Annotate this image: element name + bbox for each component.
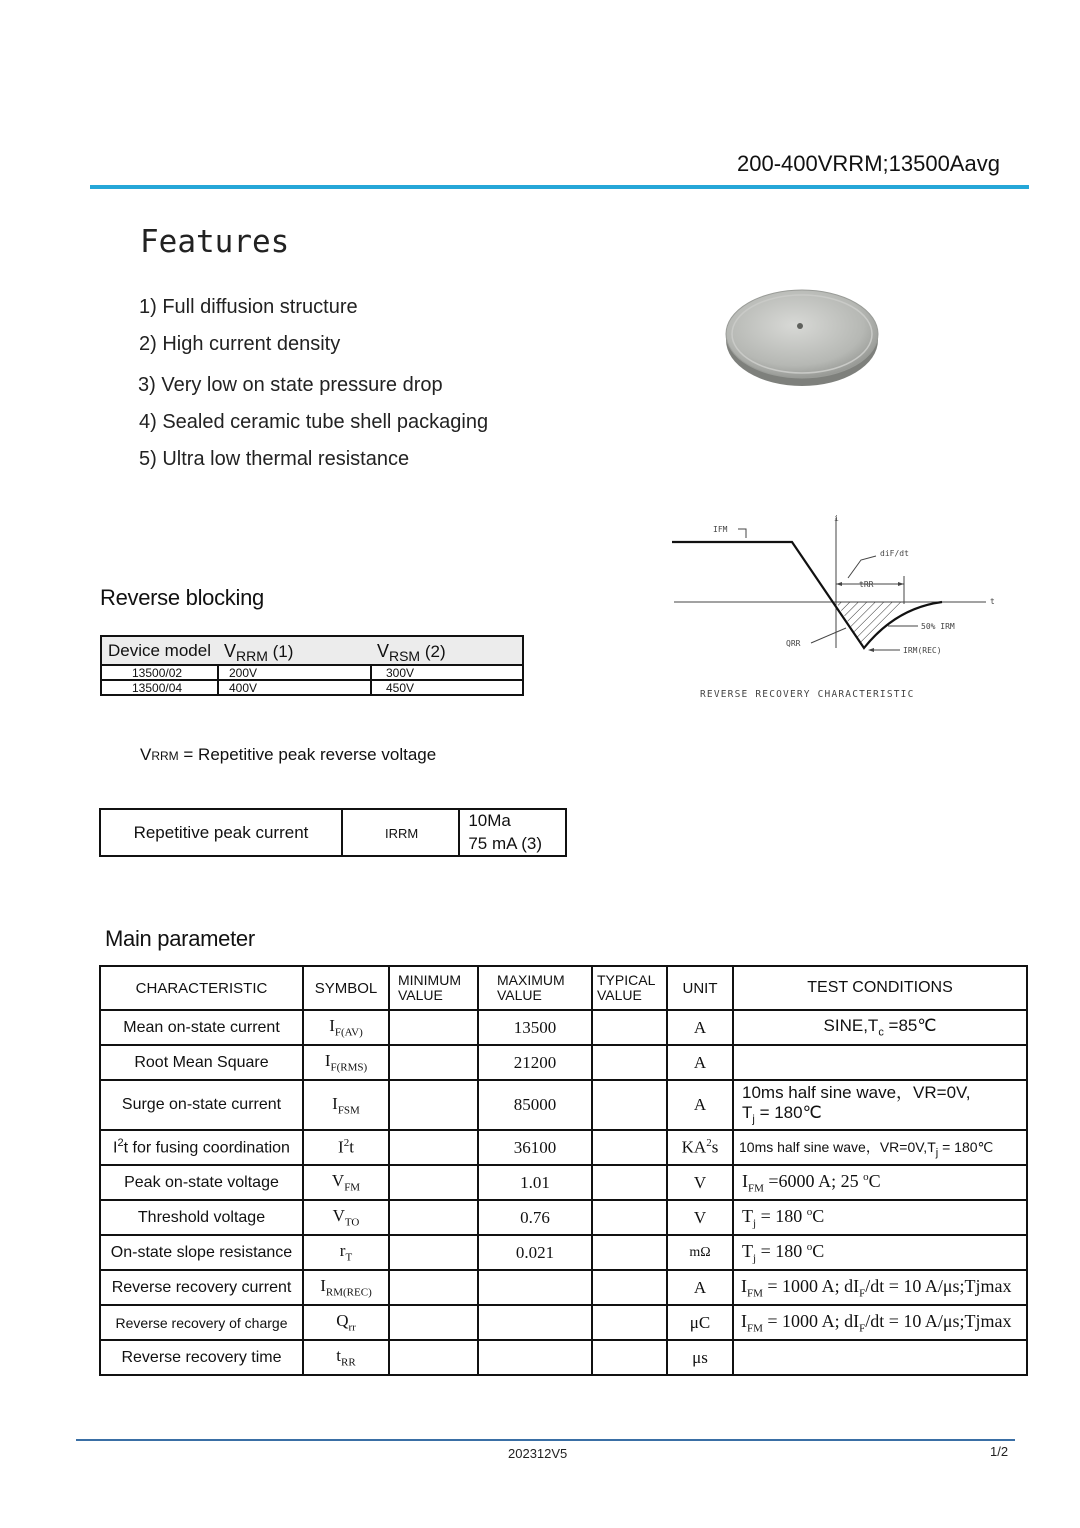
footer-page-number: 1/2: [990, 1444, 1009, 1459]
table-row: Surge on-state current $I_{FSM}$ 85000 A 10ms half sine wave，VR=0V, $T_j$ = 180℃: [100, 1080, 1027, 1130]
feature-item: 4) Sealed ceramic tube shell packaging: [139, 411, 489, 433]
header-characteristic: CHARACTERISTIC: [100, 966, 303, 1010]
feature-item: 2) High current density: [139, 333, 341, 355]
col-vrsm: $V_{RSM}$ (2): [371, 636, 523, 665]
col-vrrm: $V_{RRM}$ (1): [218, 636, 371, 665]
header-maximum: MAXIMUM VALUE: [478, 966, 592, 1010]
label-irm-rec: IRM(REC): [903, 646, 942, 655]
label-50-irm: 50% IRM: [921, 622, 955, 631]
table-row: Reverse recovery time $t_{RR}$ μs: [100, 1340, 1027, 1375]
table-row: $I^2t$ for fusing coordination $I^2t$ 36100 $KA^2s$ 10ms half sine wave，$VR=0V,T_j$ = 180℃: [100, 1130, 1027, 1165]
label-i: i: [834, 514, 839, 523]
label-ifm: IFM: [713, 525, 728, 534]
table-row: Reverse recovery current $I_{RM(REC)}$ A $I_{FM} = 1000$ A; $dI_F/dt = 10$ A/μs;Tjmax: [100, 1270, 1027, 1305]
reverse-blocking-table: [100, 635, 524, 696]
repetitive-current-table: [99, 808, 567, 857]
label-qrr: QRR: [786, 639, 801, 648]
table-row: Threshold voltage $V_{TO}$ 0.76 V $T_j = 180$ $^o$C: [100, 1200, 1027, 1235]
table-row: Mean on-state current $I_{F(AV)}$ 13500 A $SINE,T_c$ =85℃: [100, 1010, 1027, 1045]
vrrm-definition: VRRM = Repetitive peak reverse voltage: [140, 745, 437, 764]
reverse-blocking-title: Reverse blocking: [100, 585, 264, 610]
table-row: Root Mean Square $I_{F(RMS)}$ 21200 A: [100, 1045, 1027, 1080]
label-trr: tRR: [859, 580, 874, 589]
table-header-row: [100, 966, 1027, 1010]
table-row: Peak on-state voltage $V_{FM}$ 1.01 V $I_{FM} =6000$ A; 25 $^o$C: [100, 1165, 1027, 1200]
header-test-conditions: TEST CONDITIONS: [733, 966, 1027, 1010]
repetitive-label: Repetitive peak current: [100, 809, 342, 856]
table-row: Reverse recovery of charge $Q_{rr}$ μC $I_{FM} = 1000$ A; $dI_F/dt = 10$ A/μs;Tjmax: [100, 1305, 1027, 1340]
table-row: On-state slope resistance $r_T$ 0.021 mΩ $T_j = 180$ $^o$C: [100, 1235, 1027, 1270]
repetitive-value-2: 75 mA (3): [459, 832, 566, 856]
header-symbol: SYMBOL: [303, 966, 389, 1010]
header-minimum: MINIMUM VALUE: [389, 966, 478, 1010]
header-title: 200-400VRRM;13500Aavg: [737, 151, 1000, 176]
feature-item: 3) Very low on state pressure drop: [138, 374, 443, 396]
footer-divider: [76, 1439, 1015, 1441]
footer-revision-code: 202312V5: [508, 1446, 568, 1461]
main-parameter-table: [99, 965, 1028, 1376]
main-parameter-title: Main parameter: [105, 926, 255, 951]
repetitive-value-1: 10Ma: [459, 809, 566, 832]
reverse-recovery-diagram: [668, 512, 1008, 707]
diagram-caption: REVERSE RECOVERY CHARACTERISTIC: [700, 689, 915, 700]
feature-item: 5) Ultra low thermal resistance: [139, 448, 410, 470]
header-typical: TYPICAL VALUE: [592, 966, 667, 1010]
features-title: Features: [140, 224, 290, 260]
product-disc-image: [724, 282, 884, 392]
header-unit: UNIT: [667, 966, 733, 1010]
col-device-model: Device model: [101, 636, 218, 665]
label-t: t: [990, 597, 995, 606]
label-dif-dt: diF/dt: [880, 549, 909, 558]
table-row: 13500/04 400V 450V: [101, 680, 523, 695]
feature-item: 1) Full diffusion structure: [139, 296, 358, 318]
table-row: 13500/02 200V 300V: [101, 665, 523, 680]
repetitive-symbol: IRRM: [342, 809, 459, 856]
header-divider: [90, 185, 1029, 189]
